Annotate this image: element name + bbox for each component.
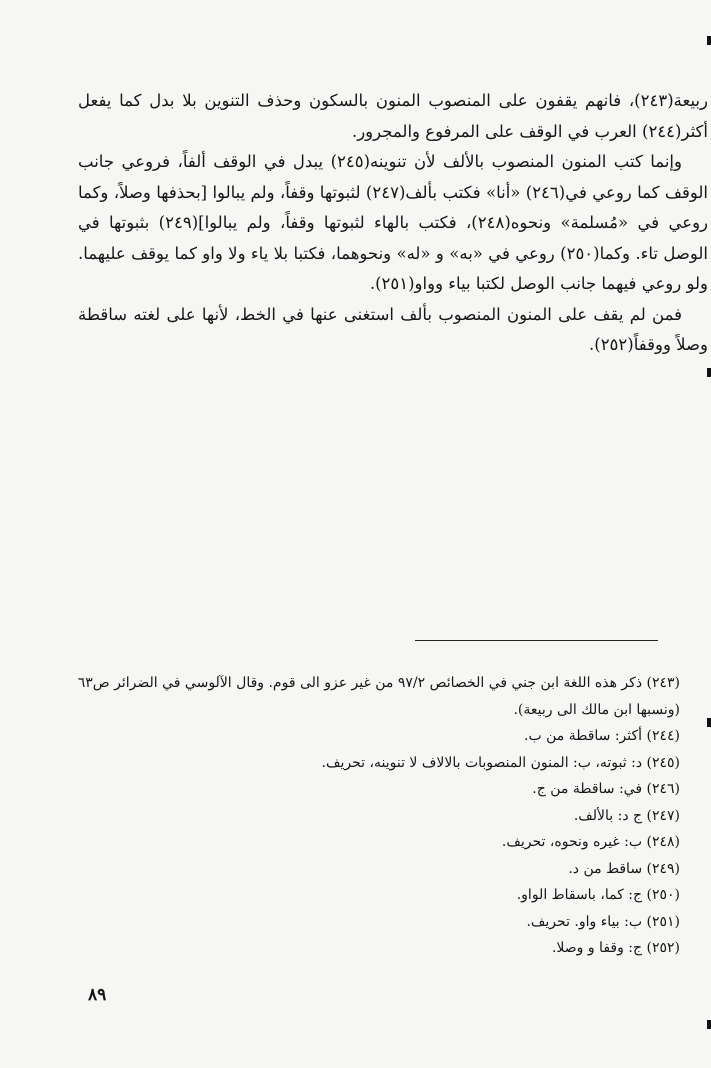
binding-mark xyxy=(707,368,711,377)
paragraph-3: فمن لم يقف على المنون المنصوب بألف استغنى عنها في الخط، لأنها على لغته ساقطة وصلاً ووقفاً(٢٥٢). xyxy=(78,304,708,354)
binding-mark xyxy=(707,718,711,727)
page-number: ٨٩ xyxy=(88,985,107,1005)
footnote-246: (٢٤٦) في: ساقطة من ج. xyxy=(532,781,680,797)
footnote-248: (٢٤٨) ب: غيره ونحوه، تحريف. xyxy=(501,834,680,850)
footnote-250: (٢٥٠) ج: كما، باسقاط الواو. xyxy=(516,887,680,903)
paragraph-1: ربيعة(٢٤٣)، فانهم يقفون على المنصوب المنون بالسكون وحذف التنوين بلا بدل كما يفعل أكثر(٢٤٤) العرب في الوقف على المرفوع والمجرور. xyxy=(78,91,708,141)
footnote-252: (٢٥٢) ج: وقفا و وصلا. xyxy=(551,940,680,956)
main-text xyxy=(78,86,708,361)
footnote-247: (٢٤٧) ج د: بالألف. xyxy=(573,807,680,824)
paragraph-2: وإنما كتب المنون المنصوب بالألف لأن تنوينه(٢٤٥) يبدل في الوقف ألفاً، فروعي جانب الوقف كما روعي في(٢٤٦) «أنا» فكتب بألف(٢٤٧) لثبوتها وقفاً، ولم يبالوا [بحذفها وصلاً، وكما روعي في «مُسلمة» ونحوه(٢٤٨)، فكتب بالهاء لثبوتها وقفاً، ولم يبالوا](٢٤٩) بثبوتها في الوصل تاء. وكما(٢٥٠) روعي في «به» و «له» ونحوهما، فكتبا بلا ياء ولا واو كما يوقف عليهما. ولو روعي فيهما جانب الوصل لكتبا بياء وواو(٢٥١). xyxy=(78,152,708,293)
footnote-245: (٢٤٥) د: ثبوته، ب: المنون المنصوبات بالالاف لا تنوينه، تحريف. xyxy=(321,754,680,771)
footnote-244: (٢٤٤) أكثر: ساقطة من ب. xyxy=(524,728,680,744)
binding-mark xyxy=(707,1020,711,1029)
footnote-243: (٢٤٣) ذكر هذه اللغة ابن جني في الخصائص ٩٧/٢ من غير عزو الى قوم. وقال الآلوسي في الضرائر ص٦٣ (ونسبها ابن مالك الى ربيعة). xyxy=(77,675,680,718)
footnote-separator xyxy=(415,640,658,641)
binding-mark xyxy=(707,36,711,45)
footnote-249: (٢٤٩) ساقط من د. xyxy=(568,860,680,877)
footnote-251: (٢٥١) ب: بياء واو. تحريف. xyxy=(526,913,680,930)
footnotes xyxy=(70,670,680,962)
